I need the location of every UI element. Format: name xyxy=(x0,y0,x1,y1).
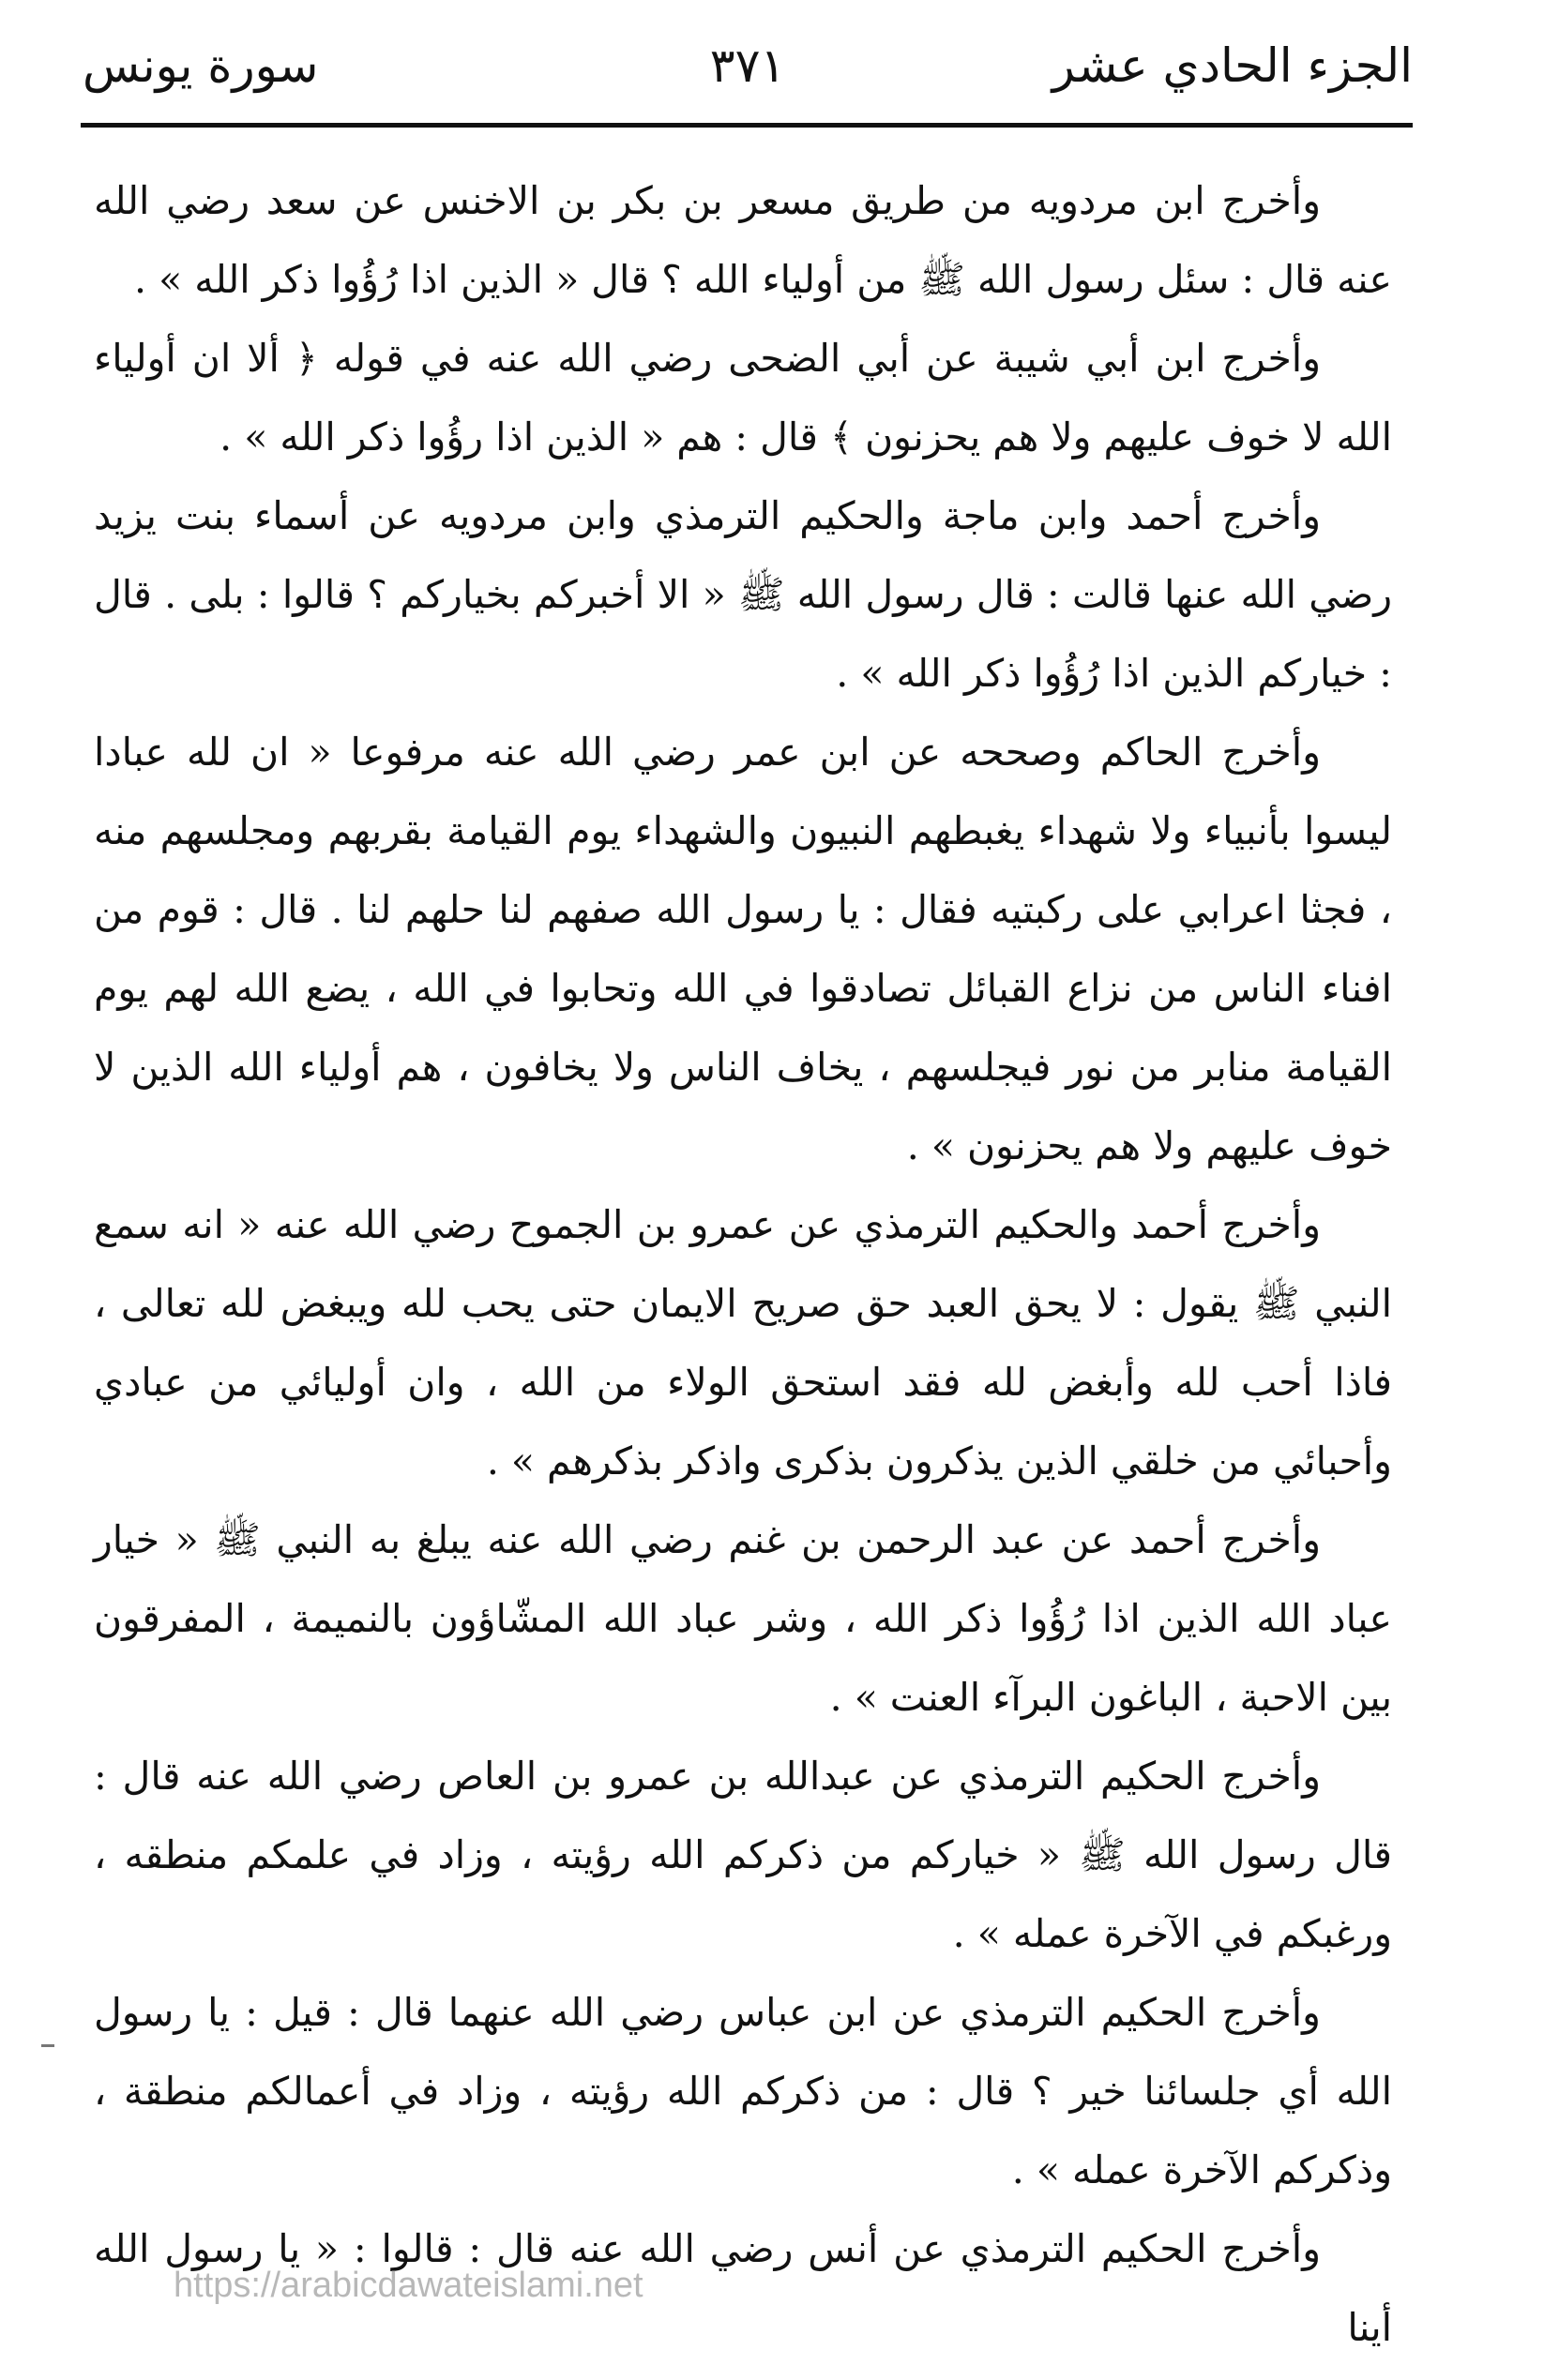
paragraph-3: وأخرج أحمد وابن ماجة والحكيم الترمذي وابن مردويه عن أسماء بنت يزيد رضي الله عنها قالت : قال رسول الله ﷺ « الا أخبركم بخياركم ؟ قالوا : بلى . قال : خياركم الذين اذا رُؤُوا ذكر الله » . xyxy=(94,493,1392,696)
paragraph-4: وأخرج الحاكم وصححه عن ابن عمر رضي الله عنه مرفوعا « ان لله عبادا ليسوا بأنبياء ولا شهداء يغبطهم النبيون والشهداء يوم القيامة بقربهم ومجلسهم منه ، فجثا اعرابي على ركبتيه فقال : يا رسول الله صفهم لنا حلهم لنا . قال : قوم من افناء الناس من نزاع القبائل تصادقوا في الله وتحابوا في الله ، يضع الله لهم يوم القيامة منابر من نور فيجلسهم ، يخاف الناس ولا يخافون ، هم أولياء الله الذين لا خوف عليهم ولا هم يحزنون » . xyxy=(94,730,1392,1168)
header-rule xyxy=(81,123,1413,128)
paragraph-9: وأخرج الحكيم الترمذي عن أنس رضي الله عنه قال : قالوا : « يا رسول الله أينا xyxy=(94,2226,1392,2350)
body-text xyxy=(94,161,1392,2367)
margin-mark xyxy=(41,2044,54,2047)
surah-title: سورة يونس xyxy=(83,38,319,93)
page-number: ٣٧١ xyxy=(709,38,786,93)
paragraph-1: وأخرج ابن مردويه من طريق مسعر بن بكر بن الاخنس عن سعد رضي الله عنه قال : سئل رسول الله ﷺ من أولياء الله ؟ قال « الذين اذا رُؤُوا ذكر الله » . xyxy=(94,178,1392,302)
running-header xyxy=(83,28,1413,103)
paragraph-6: وأخرج أحمد عن عبد الرحمن بن غنم رضي الله عنه يبلغ به النبي ﷺ « خيار عباد الله الذين اذا رُؤُوا ذكر الله ، وشر عباد الله المشّاؤون بالنميمة ، المفرقون بين الاحبة ، الباغون البرآء العنت » . xyxy=(94,1517,1392,1720)
watermark-url: https://arabicdawateislami.net xyxy=(174,2266,643,2305)
paragraph-5: وأخرج أحمد والحكيم الترمذي عن عمرو بن الجموح رضي الله عنه « انه سمع النبي ﷺ يقول : لا يحق العبد حق صريح الايمان حتى يحب لله ويبغض لله تعالى ، فاذا أحب لله وأبغض لله فقد استحق الولاء من الله ، وان أوليائي من عبادي وأحبائي من خلقي الذين يذكرون بذكرى واذكر بذكرهم » . xyxy=(94,1202,1392,1484)
part-title: الجزء الحادي عشر xyxy=(1052,38,1413,93)
paragraph-7: وأخرج الحكيم الترمذي عن عبدالله بن عمرو بن العاص رضي الله عنه قال : قال رسول الله ﷺ « خياركم من ذكركم الله رؤيته ، وزاد في علمكم منطقه ، ورغبكم في الآخرة عمله » . xyxy=(94,1754,1392,1956)
paragraph-2: وأخرج ابن أبي شيبة عن أبي الضحى رضي الله عنه في قوله ﴿ ألا ان أولياء الله لا خوف عليهم ولا هم يحزنون ﴾ قال : هم « الذين اذا رؤُوا ذكر الله » . xyxy=(94,336,1392,459)
paragraph-8: وأخرج الحكيم الترمذي عن ابن عباس رضي الله عنهما قال : قيل : يا رسول الله أي جلسائنا خير ؟ قال : من ذكركم الله رؤيته ، وزاد في أعمالكم منطقة ، وذكركم الآخرة عمله » . xyxy=(94,1990,1392,2192)
